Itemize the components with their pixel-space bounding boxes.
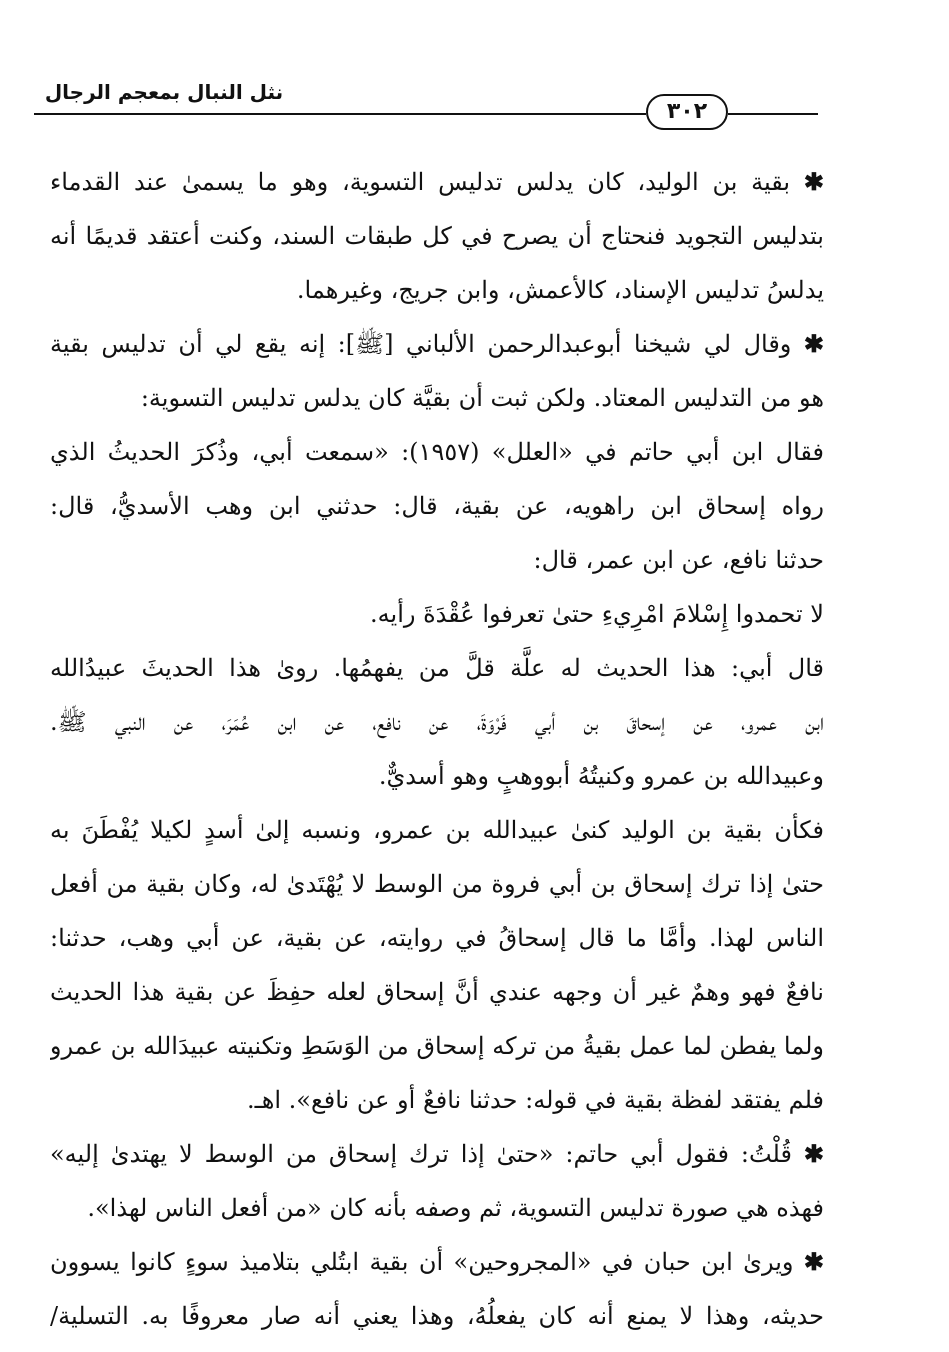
line-text: قُلْتُ: فقول أبي حاتم: «حتىٰ إذا ترك إسحاق من الوسط لا يهتدىٰ إليه» [50, 1140, 792, 1168]
paragraph-star-icon: ✱ [803, 329, 824, 358]
text-line: نافعٌ فهو وهمٌ غير أن وجهه عندي أنَّ إسحاق لعله حفِظَ عن بقية هذا الحديث [50, 978, 824, 1006]
line-text: ويرىٰ ابن حبان في «المجروحين» أن بقية ابتُلي بتلاميذ سوءٍ كانوا يسوون [50, 1248, 794, 1276]
text-line: فكأن بقية بن الوليد كنىٰ عبيدالله بن عمرو، ونسبه إلىٰ أسدٍ لكيلا يُفْطَنَ به [50, 816, 824, 844]
text-line: ابن عمرو، عن إسحاقَ بن أبي فَرْوَةَ، عن نافع، عن ابن عُمَرَ، عن النبي ﷺ. [50, 708, 824, 736]
text-line [50, 1127, 824, 1181]
text-line: هو من التدليس المعتاد. ولكن ثبت أن بقيَّة كان يدلس تدليس التسوية: [140, 384, 824, 412]
quoted-hadith-line: لا تحمدوا إِسْلامَ امْرِيءِ حتىٰ تعرفوا عُقْدَةَ رأيه. [370, 600, 824, 628]
text-line: وعبيدالله بن عمرو وكنيتُهُ أبووهبٍ وهو أسديٌّ. [378, 762, 824, 790]
header-rule-left [34, 113, 646, 115]
text-line: حديثه، وهذا لا يمنع أنه كان يفعلُهُ، وهذا يعني أنه صار معروفًا به. التسلية/ [50, 1302, 824, 1330]
text-line: قال أبي: هذا الحديث له علَّة قلَّ من يفهمُها. روىٰ هذا الحديثَ عبيدُالله [50, 654, 824, 682]
paragraph-star-icon: ✱ [803, 167, 824, 196]
page-number-badge: ٣٠٢ [646, 94, 728, 130]
page-header [0, 70, 949, 140]
text-line [50, 317, 824, 371]
text-line [50, 1235, 824, 1289]
running-title: نثل النبال بمعجم الرجال [44, 80, 284, 104]
text-line: الناس لهذا. وأمَّا ما قال إسحاقُ في روايته، عن بقية، عن أبي وهب، حدثنا: [50, 924, 824, 952]
text-line [50, 155, 824, 209]
line-text: بقية بن الوليد، كان يدلس تدليس التسوية، وهو ما يسمىٰ عند القدماء [50, 168, 791, 196]
text-line: فهذه هي صورة تدليس التسوية، ثم وصفه بأنه كان «من أفعل الناس لهذا». [87, 1194, 824, 1222]
text-line: ولما يفطن لما عمل بقيةُ من تركه إسحاق من الوَسَطِ وتكنيته عبيدَالله بن عمرو [50, 1032, 824, 1060]
text-line: فقال ابن أبي حاتم في «العلل» (١٩٥٧): «سمعت أبي، وذُكرَ الحديثُ الذي [50, 438, 824, 466]
main-text [50, 155, 824, 1343]
text-line: حتىٰ إذا ترك إسحاق بن أبي فروة من الوسط لا يُهْتَدىٰ له، وكان بقية من أفعل [50, 870, 824, 898]
header-rule-right [728, 113, 818, 115]
text-line: فلم يفتقد لفظة بقية في قوله: حدثنا نافعٌ أو عن نافع». اهـ. [247, 1086, 824, 1114]
paragraph-star-icon: ✱ [803, 1139, 824, 1168]
text-line: رواه إسحاق ابن راهويه، عن بقية، قال: حدثني ابن وهب الأسديُّ، قال: [50, 492, 824, 520]
text-line: بتدليس التجويد فنحتاج أن يصرح في كل طبقات السند، وكنت أعتقد قديمًا أنه [50, 222, 824, 250]
line-text: وقال لي شيخنا أبوعبدالرحمن الألباني [ﷺ]: إنه يقع لي أن تدليس بقية [50, 330, 792, 358]
text-line: يدلسُ تدليس الإسناد، كالأعمش، وابن جريج، وغيرهما. [296, 276, 824, 304]
text-line: حدثنا نافع، عن ابن عمر، قال: [533, 546, 824, 574]
paragraph-star-icon: ✱ [803, 1247, 824, 1276]
